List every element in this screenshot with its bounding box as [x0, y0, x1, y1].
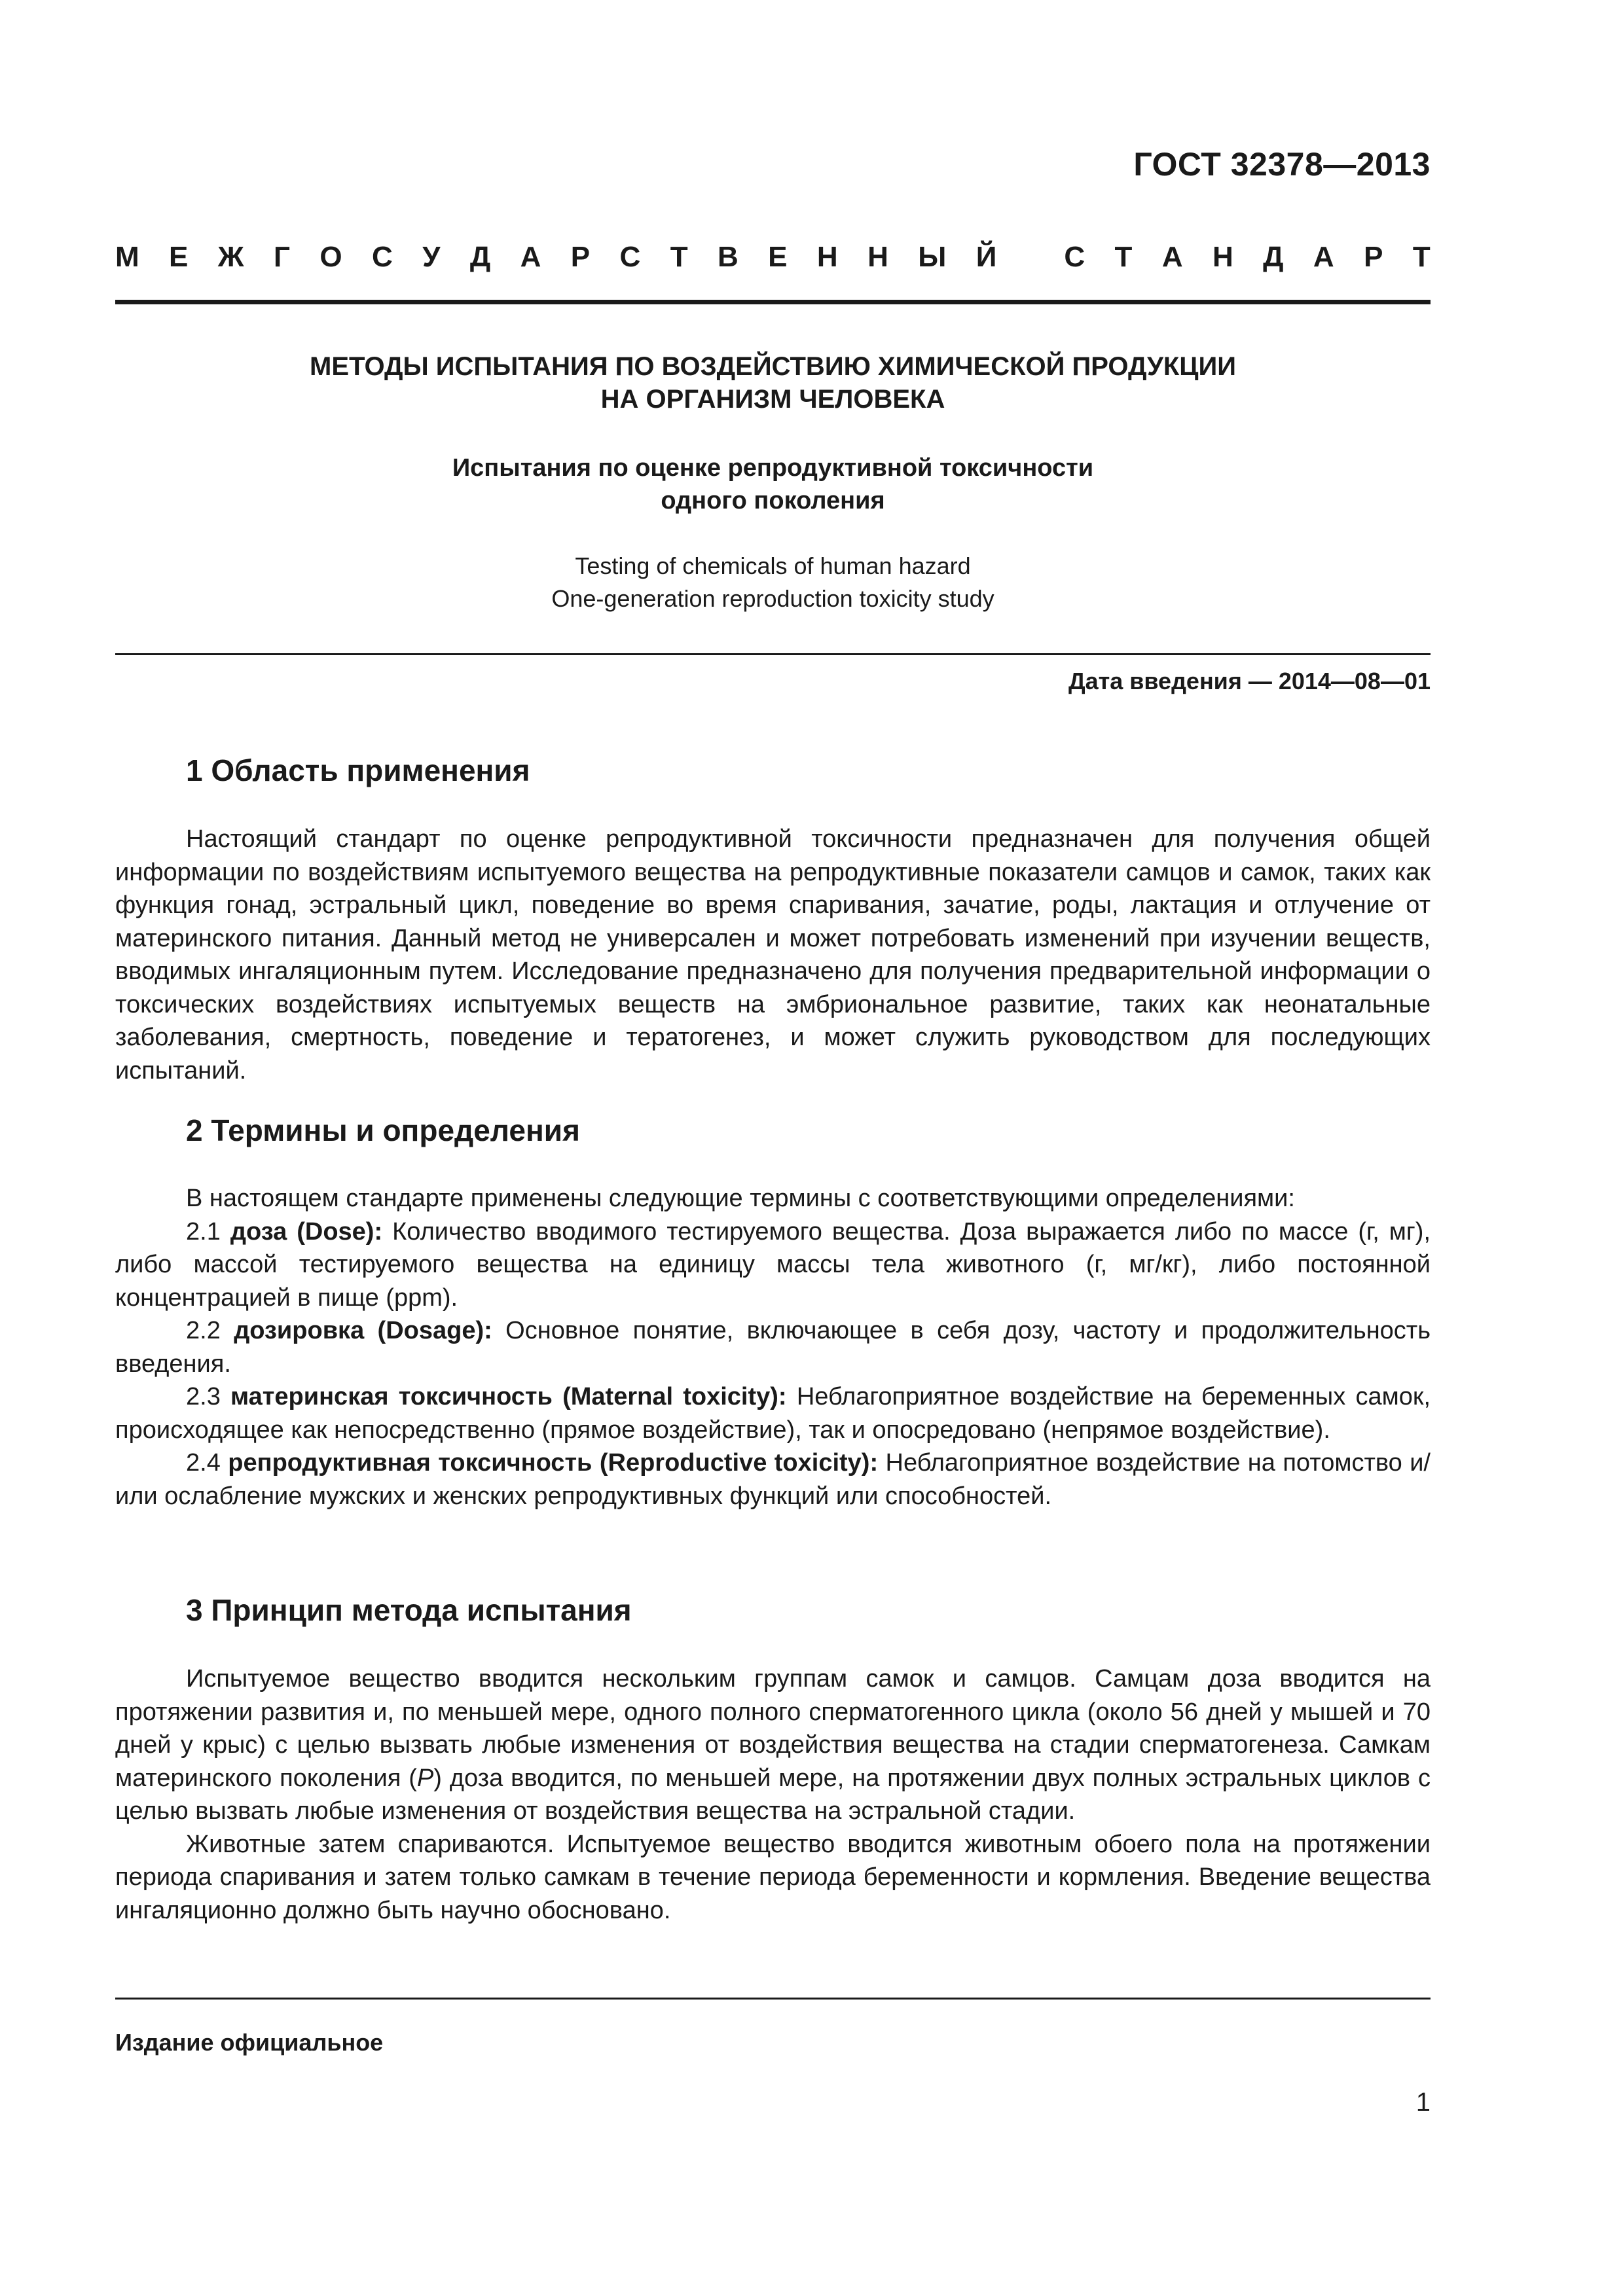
- paragraph-text: Испытуемое вещество вводится нескольким группам самок и самцов. Самцам доза вводится на протяжении развития и, по меньшей мере, одного полного сперматогенного цикла (около 56 дней у мышей и 70 дней у крыс) с целью вызвать любые изменения от воздействия вещества на стадии сперматогенеза. Самкам материнского поколения (: [115, 1665, 1431, 1792]
- banner-letter: О: [319, 241, 342, 273]
- subtitle-line: Испытания по оценке репродуктивной токсичности: [452, 454, 1094, 482]
- banner-letter: Н: [816, 241, 838, 273]
- banner-letter: С: [619, 241, 641, 273]
- banner-letter: У: [422, 241, 441, 273]
- banner-letter: Е: [768, 241, 788, 273]
- banner-letter: Т: [670, 241, 688, 273]
- section-1-body: [115, 823, 1431, 1087]
- interstate-standard-banner: [115, 241, 1431, 274]
- banner-letter: Д: [469, 241, 491, 273]
- term-definition: [115, 1215, 1431, 1315]
- paragraph-text: ) доза вводится, по меньшей мере, на протяжении двух полных эстральных циклов с целью вызвать любые изменения от воздействия вещества на эстральной стадии.: [115, 1764, 1431, 1825]
- header-rule: [115, 300, 1431, 304]
- banner-letter: А: [520, 241, 541, 273]
- term-number: 2.2: [186, 1317, 221, 1344]
- banner-gap: [1027, 241, 1034, 274]
- document-title: [115, 350, 1431, 416]
- banner-letter: А: [1313, 241, 1334, 273]
- document-subtitle: [115, 452, 1431, 517]
- paragraph: Животные затем спариваются. Испытуемое вещество вводится животным обоего пола на протяжении периода спаривания и затем только самкам в течение периода беременности и кормления. Введение вещества ингаляционно должно быть научно обосновано.: [115, 1830, 1431, 1924]
- footer-rule: [115, 1998, 1431, 2000]
- term-text: Количество вводимого тестируемого вещества. Доза выражается либо по массе (г, мг), либо массой тестируемого вещества на единицу массы тела животного (г, мг/кг), либо постоянной концентрацией в пище (ppm).: [115, 1217, 1431, 1312]
- banner-letter: Е: [169, 241, 189, 273]
- english-title-line: One-generation reproduction toxicity study: [551, 585, 994, 612]
- section-1-heading: 1 Область применения: [186, 753, 530, 787]
- title-line: НА ОРГАНИЗМ ЧЕЛОВЕКА: [600, 385, 945, 414]
- banner-letter: Р: [1364, 241, 1383, 273]
- paragraph: В настоящем стандарте применены следующие термины с соответствующими определениями:: [186, 1185, 1295, 1212]
- paragraph: [115, 1662, 1431, 1828]
- term-definition: [115, 1314, 1431, 1380]
- paragraph: Настоящий стандарт по оценке репродуктивной токсичности предназначен для получения общей информации по воздействиям испытуемого вещества на репродуктивные показатели самцов и самок, таких как функция гонад, эстральный цикл, поведение во время спаривания, зачатие, роды, лактация и отлучение от материнского питания. Данный метод не универсален и может потребовать изменений при изучении веществ, вводимых ингаляционным путем. Исследование предназначено для получения предварительной информации о токсических воздействиях испытуемых веществ на эмбриональное развитие, таких как неонатальные заболевания, смертность, поведение и тератогенез, и может служить руководством для последующих испытаний.: [115, 825, 1431, 1085]
- term-number: 2.4: [186, 1449, 221, 1477]
- banner-letter: Г: [273, 241, 290, 273]
- banner-letter: С: [371, 241, 393, 273]
- page-number: 1: [1415, 2088, 1431, 2117]
- english-title-line: Testing of chemicals of human hazard: [575, 552, 971, 579]
- term-name: дозировка (Dosage):: [234, 1317, 492, 1344]
- section-2-heading: 2 Термины и определения: [186, 1113, 580, 1147]
- term-text: Неблагоприятное воздействие на потомство и/или ослабление мужских и женских репродуктивных функций или способностей.: [115, 1449, 1431, 1510]
- banner-letter: Р: [570, 241, 591, 273]
- banner-letter: В: [718, 241, 739, 273]
- banner-letter: Т: [1412, 241, 1431, 273]
- gost-number: ГОСТ 32378—2013: [1133, 146, 1431, 183]
- term-text: Основное понятие, включающее в себя дозу, частоту и продолжительность введения.: [115, 1317, 1431, 1378]
- term-definition: [115, 1380, 1431, 1446]
- banner-letter: Й: [976, 241, 997, 273]
- banner-letter: С: [1064, 241, 1085, 273]
- term-text: Неблагоприятное воздействие на беременных самок, происходящее как непосредственно (прямое воздействие), так и опосредовано (непрямое воздействие).: [115, 1383, 1431, 1444]
- section-2-body: [115, 1182, 1431, 1513]
- banner-letter: Д: [1263, 241, 1284, 273]
- generation-symbol: P: [416, 1764, 434, 1792]
- introduction-date: Дата введения — 2014—08—01: [1068, 668, 1431, 694]
- section-3-heading: 3 Принцип метода испытания: [186, 1593, 632, 1627]
- banner-letter: Н: [867, 241, 888, 273]
- term-number: 2.3: [186, 1383, 221, 1410]
- banner-letter: Т: [1114, 241, 1133, 273]
- term-name: репродуктивная токсичность (Reproductive toxicity):: [228, 1449, 879, 1477]
- banner-letter: М: [115, 241, 139, 273]
- term-name: материнская токсичность (Maternal toxicity):: [230, 1383, 787, 1410]
- title-rule: [115, 653, 1431, 655]
- banner-letter: Ж: [217, 241, 244, 273]
- banner-letter: Ы: [918, 241, 947, 273]
- banner-letter: Н: [1213, 241, 1233, 273]
- subtitle-line: одного поколения: [661, 487, 885, 514]
- term-name: доза (Dose):: [230, 1217, 383, 1246]
- term-number: 2.1: [186, 1217, 221, 1246]
- official-edition-label: Издание официальное: [115, 2029, 384, 2056]
- banner-letter: А: [1161, 241, 1183, 273]
- english-title: [115, 550, 1431, 615]
- term-definition: [115, 1446, 1431, 1513]
- section-3-body: [115, 1662, 1431, 1927]
- title-line: МЕТОДЫ ИСПЫТАНИЯ ПО ВОЗДЕЙСТВИЮ ХИМИЧЕСКОЙ ПРОДУКЦИИ: [310, 352, 1236, 381]
